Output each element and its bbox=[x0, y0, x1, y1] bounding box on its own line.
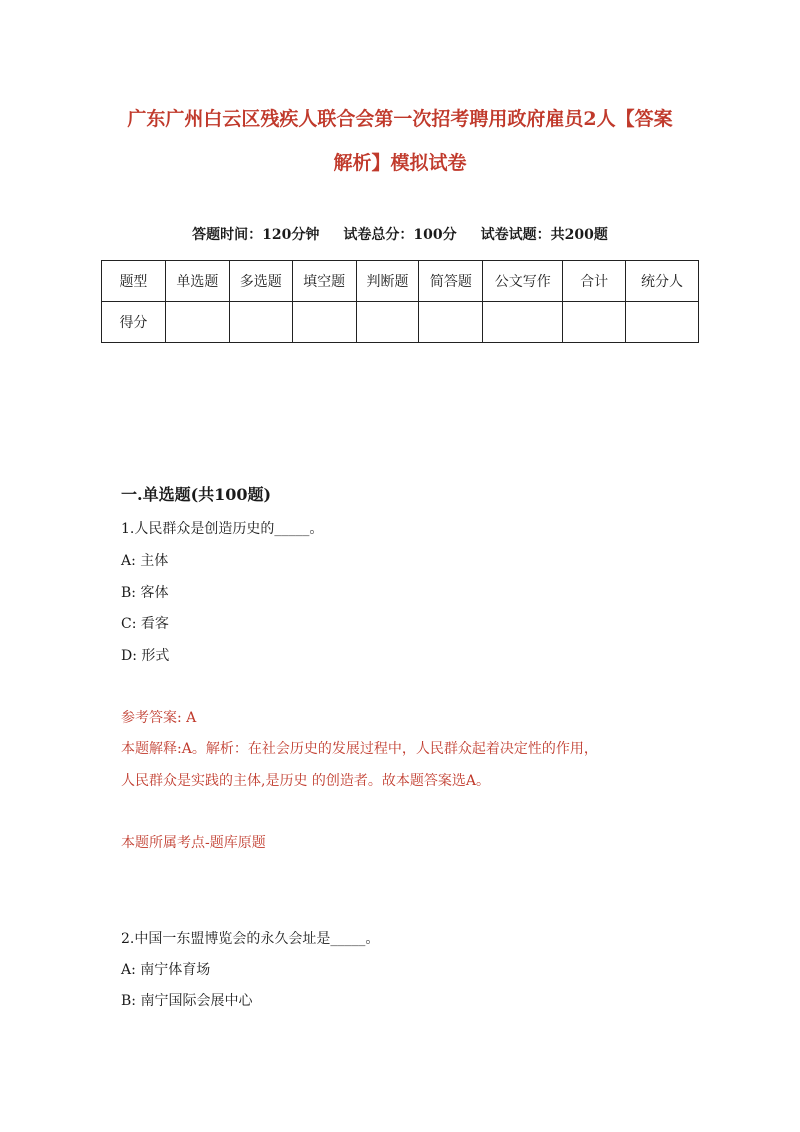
score-cell bbox=[419, 302, 483, 343]
question-1-option-d: D: 形式 bbox=[121, 648, 170, 664]
section-title: 一.单选题(共100题) bbox=[121, 485, 272, 504]
score-row-label: 得分 bbox=[102, 302, 166, 343]
question-2-stem: 2.中国一东盟博览会的永久会址是_____。 bbox=[121, 931, 380, 947]
header-cell-official-writing: 公文写作 bbox=[483, 261, 563, 302]
score-table-header-row bbox=[102, 261, 699, 302]
document-title-line-1: 广东广州白云区残疾人联合会第一次招考聘用政府雇员2人【答案 bbox=[127, 108, 673, 130]
header-cell-multiple-choice: 多选题 bbox=[229, 261, 292, 302]
question-2-option-b: B: 南宁国际会展中心 bbox=[121, 993, 253, 1009]
exam-question-count: 试卷试题：共200题 bbox=[480, 227, 608, 243]
question-1-explanation-line-1: 本题解释:A。解析：在社会历史的发展过程中，人民群众起着决定性的作用， bbox=[121, 741, 598, 757]
header-cell-type: 题型 bbox=[102, 261, 166, 302]
header-cell-scorer: 统分人 bbox=[626, 261, 699, 302]
exam-info bbox=[100, 224, 700, 244]
header-cell-short-answer: 简答题 bbox=[419, 261, 483, 302]
question-1-explanation-line-2: 人民群众是实践的主体,是历史 的创造者。故本题答案选A。 bbox=[121, 773, 491, 789]
score-cell bbox=[292, 302, 356, 343]
header-cell-true-false: 判断题 bbox=[356, 261, 419, 302]
document-title-line-2: 解析】模拟试卷 bbox=[333, 152, 467, 174]
score-cell bbox=[165, 302, 229, 343]
question-1-stem: 1.人民群众是创造历史的_____。 bbox=[121, 521, 324, 537]
score-cell bbox=[356, 302, 419, 343]
score-table-score-row bbox=[102, 302, 699, 343]
exam-time: 答题时间：120分钟 bbox=[192, 227, 320, 243]
question-1-option-b: B: 客体 bbox=[121, 585, 169, 601]
header-cell-fill-blank: 填空题 bbox=[292, 261, 356, 302]
score-cell bbox=[229, 302, 292, 343]
question-2-option-a: A: 南宁体育场 bbox=[121, 962, 211, 978]
score-cell bbox=[626, 302, 699, 343]
exam-total-score: 试卷总分：100分 bbox=[343, 227, 457, 243]
score-cell bbox=[563, 302, 626, 343]
header-cell-single-choice: 单选题 bbox=[165, 261, 229, 302]
question-1-option-a: A: 主体 bbox=[121, 553, 169, 569]
score-cell bbox=[483, 302, 563, 343]
question-1-answer: 参考答案: A bbox=[121, 710, 197, 726]
question-1-source: 本题所属考点-题库原题 bbox=[121, 835, 266, 851]
header-cell-total: 合计 bbox=[563, 261, 626, 302]
question-1-option-c: C: 看客 bbox=[121, 616, 169, 632]
score-table bbox=[101, 260, 699, 343]
